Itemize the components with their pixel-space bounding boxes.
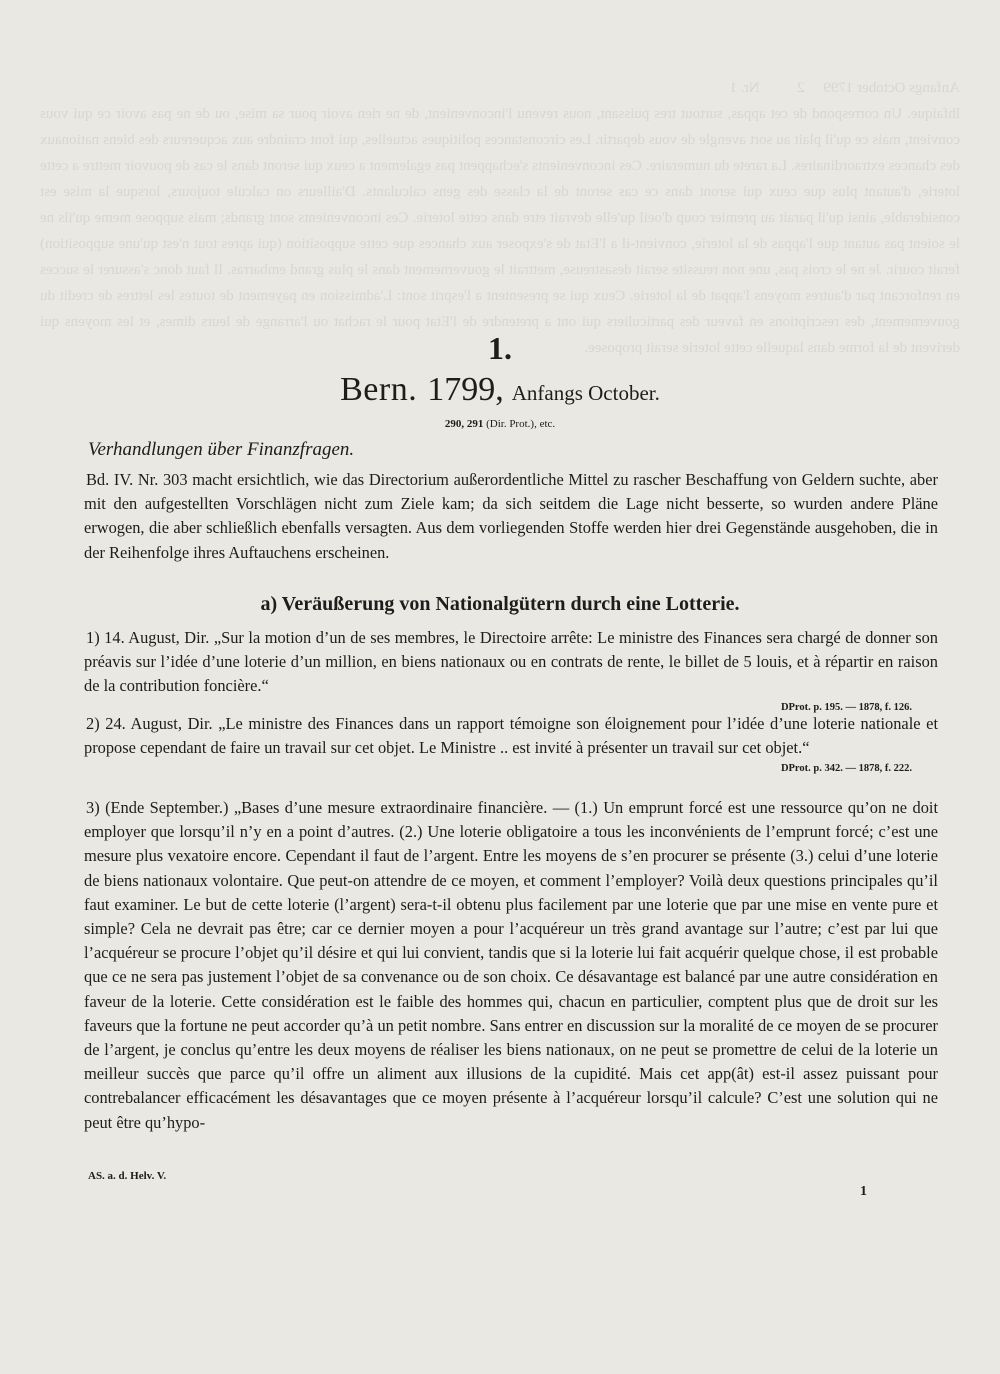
document-number: 1. [488,330,512,366]
entry-1-text: 1) 14. August, Dir. „Sur la motion d’un de ses membres, le Directoire arrête: Le ministre des Finances sera chargé de donner son préavis sur l’idée d’une loterie d’un million, en biens nationaux ou en contrats de rente, le billet de 5 louis, et à répartir en raison de la contribution foncière.“ [84,628,938,696]
source-reference [0,416,1000,432]
section-title: a) Veräußerung von Nationalgütern durch eine Lotterie. [260,593,740,615]
entry-2-reference: DProt. p. 342. — 1878, f. 222. [780,763,912,775]
intro-text: Bd. IV. Nr. 303 macht ersichtlich, wie das Directorium außerordentliche Mittel zu rascher Beschaffung von Geldern suchte, aber mit den aufgestellten Vorschlägen nicht zum Ziele kam; da sich seitdem die Lage nicht besserte, so wurden andere Pläne erwogen, die aber schließlich ebenfalls versagten. Aus dem vorliegenden Stoffe werden hier drei Gegenstände ausgehoben, die in der Reihenfolge ihres Auftauchens erscheinen. [84,470,938,562]
headline-date: Anfangs October. [511,381,660,405]
sheet-number: 1 [860,1184,867,1199]
entry-3-text: 3) (Ende September.) „Bases d’une mesure extraordinaire financière. — (1.) Un emprunt forcé est une ressource qu’on ne doit employer que lorsqu’il n’y en a point d’autres. (2.) Une loterie obligatoire a tous les inconvénients de l’emprunt forcé; c’est une mesure plus vexatoire encore. Cependant il faut de l’argent. Entre les moyens de s’en procurer se présente (3.) celui d’une loterie de biens nationaux volontaire. Que peut-on attendre de ce moyen, et comment l’employer? Voilà deux questions principales qu’il faut examiner. Le but de cette loterie (l’argent) sera-t-il obtenu plus facilement par une loterie que par une mise en vente pure et simple? Cela ne devrait pas être; car ce dernier moyen a pour l’acquéreur un très grand avantage sur l’autre; c’est par lui que l’acquéreur se procure l’objet qu’il désire et qui lui convient, tandis que si la loterie lui fait acquérir quelque chose, il est probable que ce ne sera pas justement l’objet de sa convenance ou de son choix. Ce désavantage est balancé par une autre considération en faveur de la loterie. Cette considération est le faible des hommes qui, chacun en particulier, comptent plus que de droit sur les faveurs que la fortune ne peut accorder qu’à un petit nombre. Sans entrer en discussion sur la moralité de ce moyen de se procurer de l’argent, je conclus qu’entre les deux moyens de réaliser les biens nationaux, on ne peut se promettre de celui de la loterie un meilleur succès que parce qu’il offre un aliment aux illusions de la cupidité. Mais cet app(ât) est-il assez puissant pour contrebalancer efficacément les désavantages que ce moyen présente à l’acquéreur lorsqu’il calcule? C’est une solution qui ne peut être qu’hypo- [84,798,938,1132]
footer-signature: AS. a. d. Helv. V. [88,1170,167,1182]
headline-place: Bern. [340,371,418,408]
entry-2 [84,712,938,777]
entry-1-reference: DProt. p. 195. — 1878, f. 126. [780,701,912,713]
headline-year: 1799, [427,371,504,408]
source-note: (Dir. Prot.), etc. [486,418,556,430]
entry-3 [84,796,938,1135]
source-numbers: 290, 291 [444,418,484,430]
bleed-through-text: Anfangs October 1799 2 Nr. 1 lhfaique. Un correspond de cet appas, surtout tres puissant, nous revenu l'inconvenient, de ne rien avoir pour sa mise, ou de ne pas avoir ce qui vous convient, mais ce qu'il plait au sort avengle de vous departir. Les circonstances politiques actuelles, qui font craindre aux acquereurs des biens nationaux des chances extraordinaires. La rarete du numeraire. Ces inconvenients s'echappent pas egalement a ceux qui seront dans le cas de pouvoir mettre a cette loterie, d'autant plus que ceux qui seront dans ce cas seront de la classe des gens calculants. D'ailleurs on calcule toujours, lorsque la mise est considerable, ainsi qu'il parait au premier coup d'oeil qu'elle devrait etre dans cette loterie. Ces inconvenients sont grands; mais suppose meme qu'ils ne le soient pas autant que l'appas de la loterie, convient-il a l'Etat de s'exposer aux chances que cette supposition (qui apres tout n'est qu'une supposition) ferait courir. Je ne le crois pas, une non reussite serait desastreuse, mettrait le gouvernement dans le plus grand embarras. Il faut donc s'assurer le succes en renforcant par d'autres moyens l'appat de la loterie. Ceux qui se presentent a l'esprit sont: L'admission en payement de toutes les lettres de credit du gouvernement, des rescriptions en faveur des particuliers qui ont a pretendre de l'Etat pour le rachat ou l'arrange de leurs dimes, et les moyens qui derivent de la forme dans laquelle cette loterie serait proposee. [40,80,960,356]
intro-paragraph [84,468,938,565]
headline [0,368,1000,418]
entry-1 [84,626,938,716]
topic-heading: Verhandlungen über Finanzfragen. [88,439,355,460]
entry-2-text: 2) 24. August, Dir. „Le ministre des Finances dans un rapport témoigne son éloignement pour l’idée d’une loterie nationale et propose cependant de faire un travail sur cet objet. Le Ministre .. est invité à présenter un travail sur cet objet.“ [84,714,938,758]
